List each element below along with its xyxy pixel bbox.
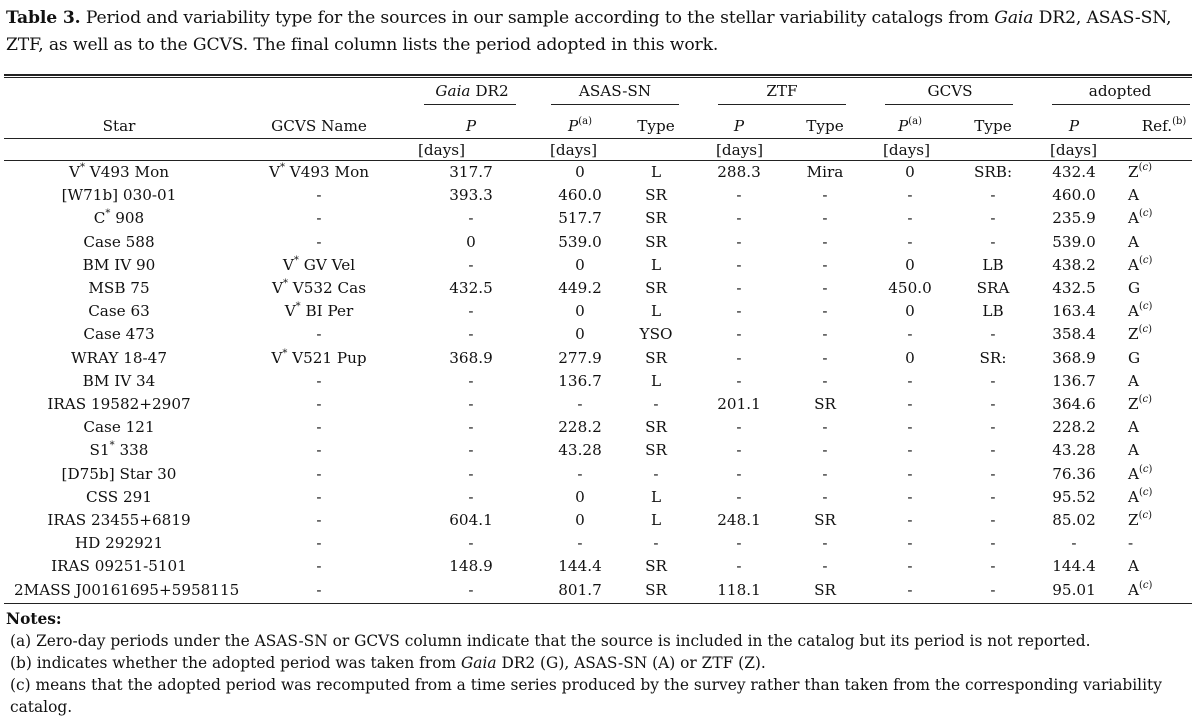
cell-ztf-p: - bbox=[736, 279, 742, 297]
cell-adopted-ref: A bbox=[1128, 371, 1139, 390]
group-asassn: ASAS-SN bbox=[578, 82, 652, 100]
cell-gcvs-name: - bbox=[316, 557, 322, 576]
cell-gcvs-p: - bbox=[907, 371, 913, 390]
cell-gcvs-name: V* V532 Cas bbox=[271, 277, 367, 297]
cell-adopted-p: 228.2 bbox=[1052, 418, 1096, 437]
cell-star: [D75b] Star 30 bbox=[61, 464, 177, 483]
cell-star: HD 292921 bbox=[74, 534, 164, 553]
col-gaia-p: P bbox=[465, 117, 477, 135]
cell-adopted-p: 136.7 bbox=[1052, 371, 1096, 390]
cell-asassn-type: - bbox=[653, 534, 659, 553]
cell-gaia-p: 317.7 bbox=[449, 163, 493, 181]
cell-asassn-type: SR bbox=[645, 232, 667, 251]
cell-adopted-p: 85.02 bbox=[1052, 511, 1096, 529]
cell-gcvs-name: - bbox=[316, 418, 322, 437]
unit-adopted-p: [days] bbox=[1050, 141, 1098, 159]
col-ztf-type: Type bbox=[806, 117, 844, 135]
caption-text-b: DR2, ASAS-SN, ZTF, as well as to the GCVS. The final column lists the period adopted in this work. bbox=[6, 8, 1172, 55]
cell-adopted-p: 76.36 bbox=[1052, 464, 1096, 483]
cell-gaia-p: - bbox=[468, 325, 474, 344]
cell-adopted-ref: A bbox=[1128, 418, 1139, 437]
cell-asassn-p: 43.28 bbox=[558, 441, 602, 460]
cell-gcvs-type: - bbox=[990, 511, 996, 529]
cell-ztf-p: - bbox=[736, 487, 742, 506]
cell-adopted-ref: A bbox=[1128, 441, 1139, 460]
cell-asassn-p: 0 bbox=[575, 325, 585, 344]
cell-asassn-p: 449.2 bbox=[558, 279, 602, 297]
cell-asassn-type: L bbox=[650, 511, 662, 529]
cell-gaia-p: - bbox=[468, 255, 474, 274]
cell-gcvs-p: - bbox=[907, 395, 913, 413]
table-bottom-rule bbox=[4, 603, 1192, 604]
cell-adopted-ref: G bbox=[1128, 348, 1141, 367]
cell-adopted-p: 163.4 bbox=[1052, 302, 1096, 321]
cell-ztf-type: - bbox=[822, 441, 828, 460]
cell-gcvs-type: SRB: bbox=[973, 163, 1013, 181]
cell-ztf-p: - bbox=[736, 464, 742, 483]
cell-ztf-type: - bbox=[822, 557, 828, 576]
cell-star: Case 63 bbox=[88, 302, 150, 321]
group-underline-gaia bbox=[424, 104, 516, 105]
cell-asassn-type: SR bbox=[645, 279, 667, 297]
cell-gcvs-type: - bbox=[990, 186, 996, 205]
cell-ztf-p: - bbox=[736, 348, 742, 367]
cell-gcvs-p: - bbox=[907, 557, 913, 576]
cell-asassn-p: 517.7 bbox=[558, 209, 602, 228]
cell-gcvs-type: - bbox=[990, 487, 996, 506]
cell-star: S1* 338 bbox=[89, 440, 149, 460]
cell-adopted-ref: $Z^{(c)}$ bbox=[1128, 161, 1152, 181]
cell-adopted-p: 432.5 bbox=[1052, 279, 1096, 297]
cell-gaia-p: 148.9 bbox=[449, 557, 493, 576]
cell-gcvs-p: 0 bbox=[905, 255, 915, 274]
cell-asassn-p: - bbox=[577, 534, 583, 553]
cell-gaia-p: - bbox=[468, 534, 474, 553]
cell-ztf-p: 288.3 bbox=[717, 163, 761, 181]
cell-asassn-type: L bbox=[650, 302, 662, 321]
cell-asassn-p: - bbox=[577, 395, 583, 413]
cell-ztf-p: - bbox=[736, 325, 742, 344]
col-ztf-p: P bbox=[733, 117, 745, 135]
cell-adopted-ref: $A^{(c)}$ bbox=[1128, 463, 1153, 483]
cell-gcvs-name: V* BI Per bbox=[284, 301, 354, 321]
group-gaia-dr2: Gaia DR2 bbox=[435, 82, 509, 100]
cell-asassn-p: 539.0 bbox=[558, 232, 602, 251]
cell-gcvs-p: 0 bbox=[905, 302, 915, 321]
cell-asassn-type: SR bbox=[645, 557, 667, 576]
cell-gaia-p: - bbox=[468, 302, 474, 321]
cell-gcvs-name: - bbox=[316, 186, 322, 205]
cell-gcvs-type: - bbox=[990, 395, 996, 413]
group-underline-ztf bbox=[718, 104, 846, 105]
cell-adopted-ref: $A^{(c)}$ bbox=[1128, 579, 1153, 599]
cell-star: Case 473 bbox=[83, 325, 155, 344]
cell-gaia-p: - bbox=[468, 580, 474, 599]
cell-adopted-ref: $A^{(c)}$ bbox=[1128, 301, 1153, 321]
caption-label: Table 3. bbox=[6, 8, 81, 28]
cell-asassn-p: 0 bbox=[575, 511, 585, 529]
group-underline-asassn bbox=[551, 104, 679, 105]
cell-asassn-p: 136.7 bbox=[558, 371, 602, 390]
cell-gaia-p: 0 bbox=[466, 232, 476, 251]
cell-ztf-p: - bbox=[736, 534, 742, 553]
cell-asassn-p: 0 bbox=[575, 163, 585, 181]
cell-adopted-ref: A bbox=[1128, 186, 1139, 205]
cell-ztf-p: - bbox=[736, 186, 742, 205]
cell-adopted-ref: $Z^{(c)}$ bbox=[1128, 324, 1152, 344]
cell-gcvs-name: - bbox=[316, 371, 322, 390]
cell-asassn-p: 0 bbox=[575, 302, 585, 321]
note-a: (a) Zero-day periods under the ASAS-SN or GCVS column indicate that the source is included in the catalog but its period is not reported. bbox=[10, 632, 1091, 650]
group-underline-adopted bbox=[1052, 104, 1190, 105]
cell-gaia-p: - bbox=[468, 395, 474, 413]
cell-ztf-type: SR bbox=[814, 580, 836, 599]
cell-adopted-ref: G bbox=[1128, 279, 1141, 297]
unit-ztf-p: [days] bbox=[716, 141, 764, 159]
table-notes bbox=[6, 608, 1194, 718]
cell-ztf-p: - bbox=[736, 441, 742, 460]
cell-ztf-type: - bbox=[822, 348, 828, 367]
cell-gcvs-p: - bbox=[907, 325, 913, 344]
cell-gcvs-type: SR: bbox=[979, 348, 1007, 367]
cell-star: 2MASS J00161695+5958115 bbox=[14, 580, 240, 599]
cell-gcvs-p: 0 bbox=[905, 348, 915, 367]
cell-gcvs-type: - bbox=[990, 209, 996, 228]
caption-gaia: Gaia bbox=[994, 8, 1034, 28]
cell-gcvs-type: - bbox=[990, 580, 996, 599]
cell-adopted-p: 368.9 bbox=[1052, 348, 1096, 367]
cell-asassn-p: - bbox=[577, 464, 583, 483]
cell-adopted-ref: $A^{(c)}$ bbox=[1128, 486, 1153, 506]
cell-star: BM IV 90 bbox=[82, 255, 156, 274]
cell-gaia-p: 604.1 bbox=[449, 511, 493, 529]
cell-gaia-p: 432.5 bbox=[449, 279, 493, 297]
cell-ztf-type: - bbox=[822, 302, 828, 321]
cell-ztf-p: - bbox=[736, 371, 742, 390]
cell-adopted-p: 358.4 bbox=[1052, 325, 1096, 344]
cell-adopted-ref: $A^{(c)}$ bbox=[1128, 208, 1153, 228]
cell-gcvs-type: - bbox=[990, 418, 996, 437]
cell-star: MSB 75 bbox=[88, 279, 150, 297]
cell-ztf-p: - bbox=[736, 232, 742, 251]
cell-ztf-type: - bbox=[822, 232, 828, 251]
cell-ztf-p: 248.1 bbox=[717, 511, 761, 529]
cell-ztf-p: - bbox=[736, 302, 742, 321]
cell-gcvs-type: - bbox=[990, 557, 996, 576]
cell-gcvs-p: - bbox=[907, 232, 913, 251]
cell-asassn-type: SR bbox=[645, 418, 667, 437]
cell-gcvs-p: - bbox=[907, 464, 913, 483]
cell-gcvs-p: 450.0 bbox=[888, 279, 932, 297]
cell-ztf-type: - bbox=[822, 487, 828, 506]
cell-asassn-p: 0 bbox=[575, 487, 585, 506]
cell-gcvs-p: - bbox=[907, 487, 913, 506]
cell-star: V* V493 Mon bbox=[68, 161, 170, 181]
cell-asassn-type: YSO bbox=[639, 325, 673, 344]
cell-asassn-type: - bbox=[653, 464, 659, 483]
cell-gaia-p: 368.9 bbox=[449, 348, 493, 367]
cell-ztf-type: - bbox=[822, 534, 828, 553]
cell-adopted-p: 95.01 bbox=[1052, 580, 1096, 599]
cell-asassn-p: 460.0 bbox=[558, 186, 602, 205]
group-underline-gcvs bbox=[885, 104, 1013, 105]
cell-ztf-type: - bbox=[822, 279, 828, 297]
cell-gcvs-p: - bbox=[907, 209, 913, 228]
table-top-rule-2 bbox=[4, 77, 1192, 78]
cell-gaia-p: - bbox=[468, 418, 474, 437]
cell-gaia-p: - bbox=[468, 464, 474, 483]
cell-gcvs-name: - bbox=[316, 487, 322, 506]
cell-star: IRAS 09251-5101 bbox=[51, 557, 187, 576]
notes-title: Notes: bbox=[6, 610, 62, 628]
cell-asassn-type: - bbox=[653, 395, 659, 413]
cell-adopted-p: 460.0 bbox=[1052, 186, 1096, 205]
cell-adopted-p: 235.9 bbox=[1052, 209, 1096, 228]
unit-gcvs-p: [days] bbox=[883, 141, 931, 159]
cell-gcvs-type: - bbox=[990, 534, 996, 553]
cell-adopted-p: 438.2 bbox=[1052, 255, 1096, 274]
cell-star: WRAY 18-47 bbox=[70, 348, 168, 367]
cell-asassn-p: 801.7 bbox=[558, 580, 602, 599]
cell-gaia-p: 393.3 bbox=[449, 186, 493, 205]
cell-gcvs-p: - bbox=[907, 580, 913, 599]
cell-gcvs-p: - bbox=[907, 418, 913, 437]
caption-text-a: Period and variability type for the sources in our sample according to the stellar variability catalogs from bbox=[80, 8, 995, 28]
cell-asassn-type: SR bbox=[645, 209, 667, 228]
cell-gcvs-p: - bbox=[907, 511, 913, 529]
cell-ztf-type: - bbox=[822, 371, 828, 390]
cell-asassn-type: L bbox=[650, 255, 662, 274]
cell-adopted-ref: $Z^{(c)}$ bbox=[1128, 509, 1152, 529]
cell-adopted-ref: A bbox=[1128, 557, 1139, 576]
cell-adopted-p: 432.4 bbox=[1052, 163, 1096, 181]
col-gcvs-p: $P^{(a)}$ bbox=[898, 115, 922, 135]
cell-adopted-p: - bbox=[1071, 534, 1077, 553]
cell-ztf-p: - bbox=[736, 209, 742, 228]
cell-ztf-p: 201.1 bbox=[717, 395, 761, 413]
cell-asassn-p: 0 bbox=[575, 255, 585, 274]
cell-adopted-p: 95.52 bbox=[1052, 487, 1096, 506]
cell-gcvs-name: - bbox=[316, 441, 322, 460]
cell-gcvs-name: - bbox=[316, 325, 322, 344]
table-caption bbox=[6, 5, 1192, 59]
cell-gcvs-name: - bbox=[316, 464, 322, 483]
cell-ztf-type: - bbox=[822, 186, 828, 205]
table-top-rule bbox=[4, 74, 1192, 76]
header-rule bbox=[4, 138, 1192, 139]
col-star: Star bbox=[102, 117, 136, 135]
cell-gaia-p: - bbox=[468, 371, 474, 390]
note-c: (c) means that the adopted period was recomputed from a time series produced by the survey rather than taken from the corresponding variability catalog. bbox=[10, 676, 1162, 716]
cell-gcvs-name: V* V493 Mon bbox=[268, 161, 370, 181]
cell-star: CSS 291 bbox=[86, 487, 152, 506]
cell-gaia-p: - bbox=[468, 441, 474, 460]
cell-ztf-p: - bbox=[736, 255, 742, 274]
cell-gcvs-name: V* GV Vel bbox=[282, 254, 356, 274]
cell-asassn-type: L bbox=[650, 487, 662, 506]
cell-ztf-type: Mira bbox=[806, 163, 844, 181]
cell-star: BM IV 34 bbox=[82, 371, 156, 390]
col-gcvs-name: GCVS Name bbox=[271, 117, 367, 135]
cell-gcvs-name: V* V521 Pup bbox=[271, 347, 367, 367]
group-gcvs: GCVS bbox=[927, 82, 973, 100]
cell-gcvs-name: - bbox=[316, 232, 322, 251]
cell-gcvs-type: - bbox=[990, 232, 996, 251]
group-ztf: ZTF bbox=[766, 82, 798, 100]
cell-adopted-ref: $Z^{(c)}$ bbox=[1128, 393, 1152, 413]
cell-gaia-p: - bbox=[468, 487, 474, 506]
cell-ztf-p: 118.1 bbox=[717, 580, 761, 599]
cell-gcvs-name: - bbox=[316, 395, 322, 413]
cell-asassn-p: 228.2 bbox=[558, 418, 602, 437]
cell-adopted-p: 144.4 bbox=[1052, 557, 1096, 576]
cell-asassn-p: 144.4 bbox=[558, 557, 602, 576]
cell-gcvs-name: - bbox=[316, 534, 322, 553]
cell-gcvs-type: LB bbox=[982, 302, 1004, 321]
cell-star: IRAS 23455+6819 bbox=[47, 511, 191, 529]
cell-asassn-type: L bbox=[650, 163, 662, 181]
col-adopted-p: P bbox=[1068, 117, 1080, 135]
cell-asassn-p: 277.9 bbox=[558, 348, 602, 367]
note-b: (b) indicates whether the adopted period was taken from Gaia DR2 (G), ASAS-SN (A) or ZTF (Z). bbox=[10, 654, 766, 672]
cell-adopted-p: 364.6 bbox=[1052, 395, 1096, 413]
cell-gcvs-p: - bbox=[907, 186, 913, 205]
unit-gaia-p: [days] bbox=[418, 141, 466, 159]
cell-ztf-p: - bbox=[736, 557, 742, 576]
cell-gcvs-p: - bbox=[907, 534, 913, 553]
cell-gcvs-type: SRA bbox=[976, 279, 1010, 297]
cell-asassn-type: SR bbox=[645, 348, 667, 367]
col-adopted-ref: Ref.$^{(b)}$ bbox=[1141, 115, 1187, 135]
cell-gcvs-type: - bbox=[990, 371, 996, 390]
cell-gcvs-type: - bbox=[990, 464, 996, 483]
cell-star: Case 588 bbox=[83, 232, 155, 251]
units-rule bbox=[4, 160, 1192, 161]
cell-ztf-type: SR bbox=[814, 511, 836, 529]
col-asassn-type: Type bbox=[637, 117, 675, 135]
cell-gcvs-p: 0 bbox=[905, 163, 915, 181]
cell-gcvs-name: - bbox=[316, 209, 322, 228]
cell-ztf-type: - bbox=[822, 464, 828, 483]
cell-asassn-type: SR bbox=[645, 441, 667, 460]
cell-gcvs-type: LB bbox=[982, 255, 1004, 274]
cell-star: IRAS 19582+2907 bbox=[47, 395, 191, 413]
cell-ztf-type: - bbox=[822, 255, 828, 274]
cell-gcvs-name: - bbox=[316, 580, 322, 599]
cell-adopted-p: 43.28 bbox=[1052, 441, 1096, 460]
cell-ztf-type: - bbox=[822, 418, 828, 437]
cell-adopted-ref: A bbox=[1128, 232, 1139, 251]
col-gcvs-type: Type bbox=[974, 117, 1012, 135]
cell-asassn-type: SR bbox=[645, 186, 667, 205]
cell-star: C* 908 bbox=[93, 208, 145, 228]
cell-adopted-p: 539.0 bbox=[1052, 232, 1096, 251]
cell-ztf-p: - bbox=[736, 418, 742, 437]
cell-ztf-type: - bbox=[822, 325, 828, 344]
group-adopted: adopted bbox=[1088, 82, 1152, 100]
cell-adopted-ref: $A^{(c)}$ bbox=[1128, 254, 1153, 274]
cell-star: [W71b] 030-01 bbox=[61, 186, 177, 205]
cell-asassn-type: L bbox=[650, 371, 662, 390]
cell-gaia-p: - bbox=[468, 209, 474, 228]
unit-asassn-p: [days] bbox=[550, 141, 598, 159]
cell-gcvs-name: - bbox=[316, 511, 322, 529]
cell-ztf-type: - bbox=[822, 209, 828, 228]
cell-star: Case 121 bbox=[83, 418, 155, 437]
cell-adopted-ref: - bbox=[1128, 534, 1134, 553]
cell-gcvs-type: - bbox=[990, 441, 996, 460]
cell-gcvs-p: - bbox=[907, 441, 913, 460]
cell-gcvs-type: - bbox=[990, 325, 996, 344]
cell-asassn-type: SR bbox=[645, 580, 667, 599]
col-asassn-p: $P^{(a)}$ bbox=[568, 115, 592, 135]
cell-ztf-type: SR bbox=[814, 395, 836, 413]
